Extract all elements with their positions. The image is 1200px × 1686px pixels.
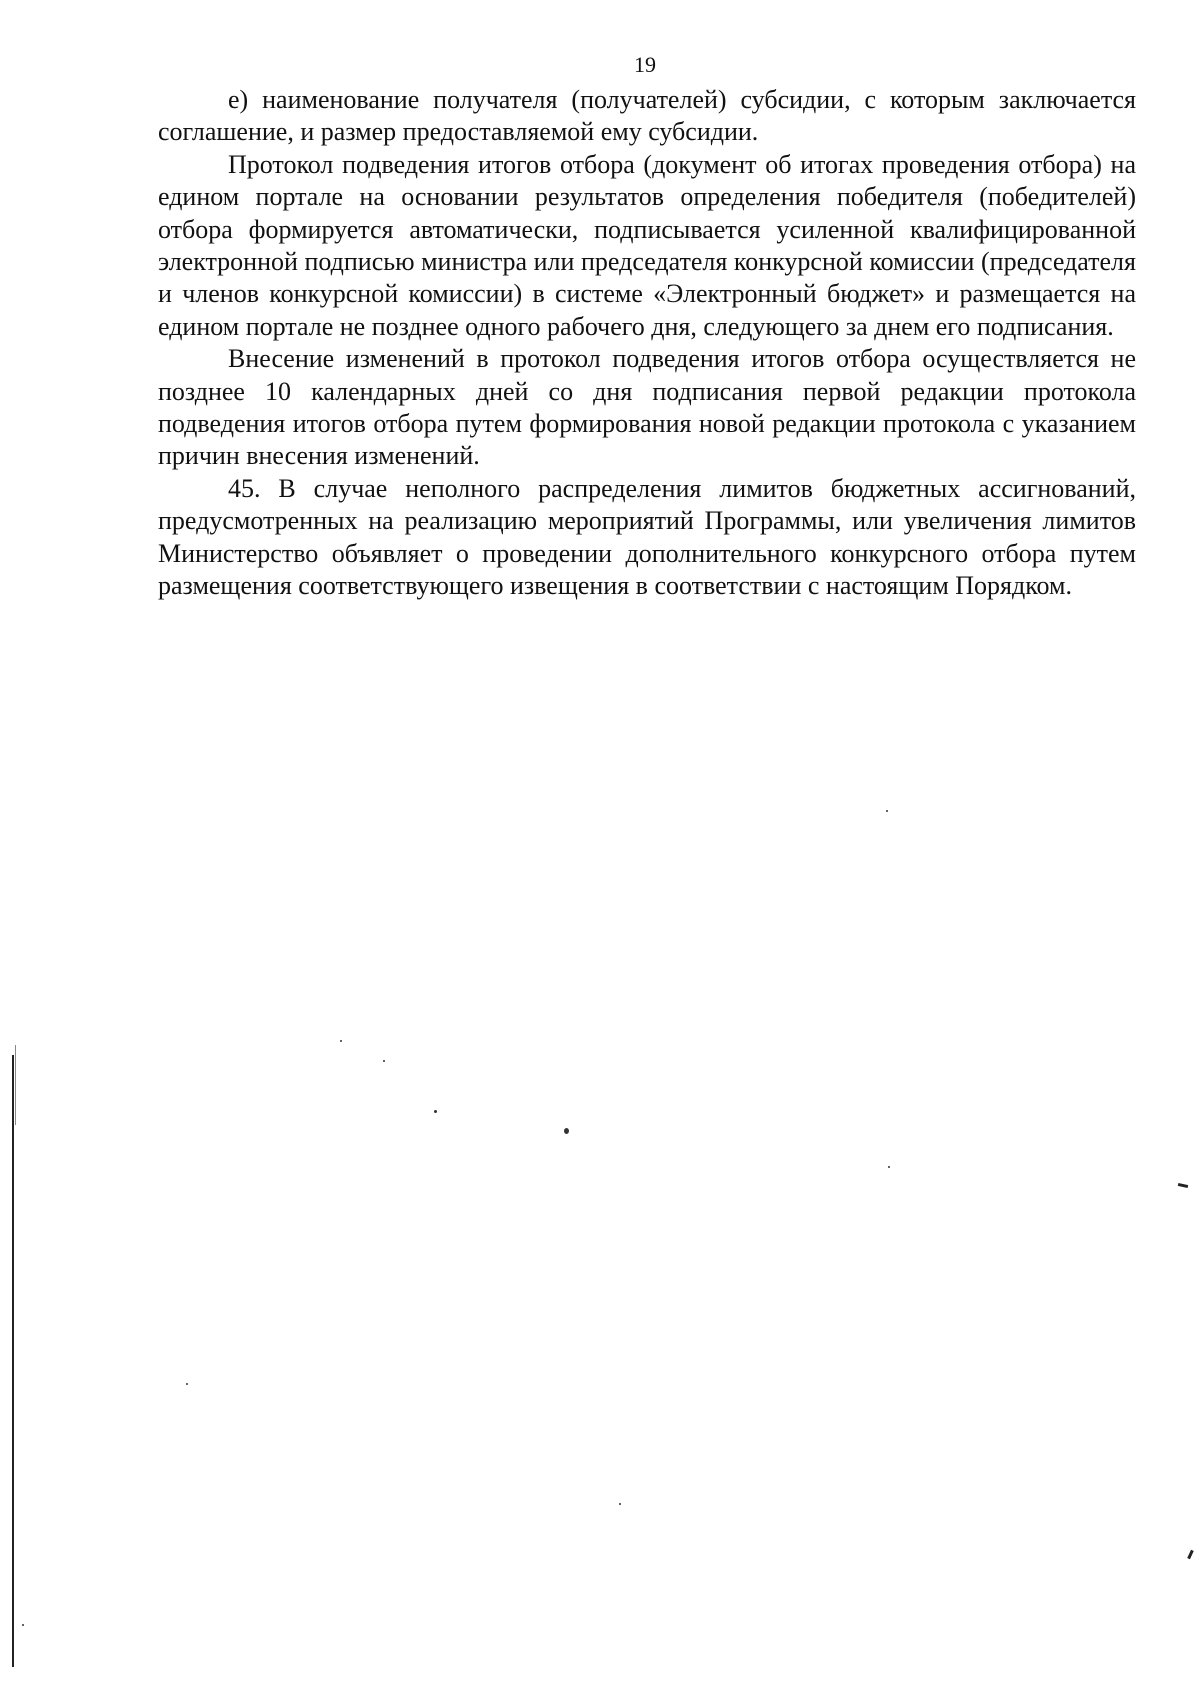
scan-speck [564, 1128, 569, 1134]
paragraph-additional-selection: 45. В случае неполного распределения лимитов бюджетных ассигнований, предусмотренных на реализацию мероприятий Программы, или увеличения лимитов Министерство объявляет о проведении дополнительного конкурсного отбора путем размещения соответствующего извещения в соответствии с настоящим Порядком. [158, 473, 1136, 601]
scan-speck [1187, 1550, 1194, 1559]
page-number: 19 [634, 52, 656, 77]
paragraph-recipient-name: е) наименование получателя (получателей) субсидии, с которым заключается соглашение, и размер предоставляемой ему субсидии. [158, 85, 1136, 147]
scan-speck [1178, 1183, 1188, 1188]
scan-speck [886, 810, 888, 812]
scan-speck [888, 1166, 890, 1168]
scan-speck [340, 1040, 342, 1042]
scan-edge-line [12, 1055, 14, 1667]
document-body [158, 84, 1136, 603]
paragraph-protocol-amendments: Внесение изменений в протокол подведения итогов отбора осуществляется не позднее 10 календарных дней со дня подписания первой редакции протокола подведения итогов отбора путем формирования новой редакции протокола с указанием причин внесения изменений. [158, 344, 1136, 471]
scan-speck [22, 1624, 24, 1626]
paragraph-selection-protocol: Протокол подведения итогов отбора (документ об итогах проведения отбора) на едином портале на основании результатов определения победителя (победителей) отбора формируется автоматически, подписывается усиленной квалифицированной электронной подписью министра или председателя конкурсной комиссии (председателя и членов конкурсной комиссии) в системе «Электронный бюджет» и размещается на едином портале не позднее одного рабочего дня, следующего за днем его подписания. [158, 149, 1136, 341]
scan-speck [186, 1383, 188, 1385]
scan-speck [434, 1110, 437, 1113]
scan-edge-line-faint [15, 1045, 16, 1125]
scan-speck [383, 1060, 385, 1062]
scan-speck [619, 1503, 621, 1505]
